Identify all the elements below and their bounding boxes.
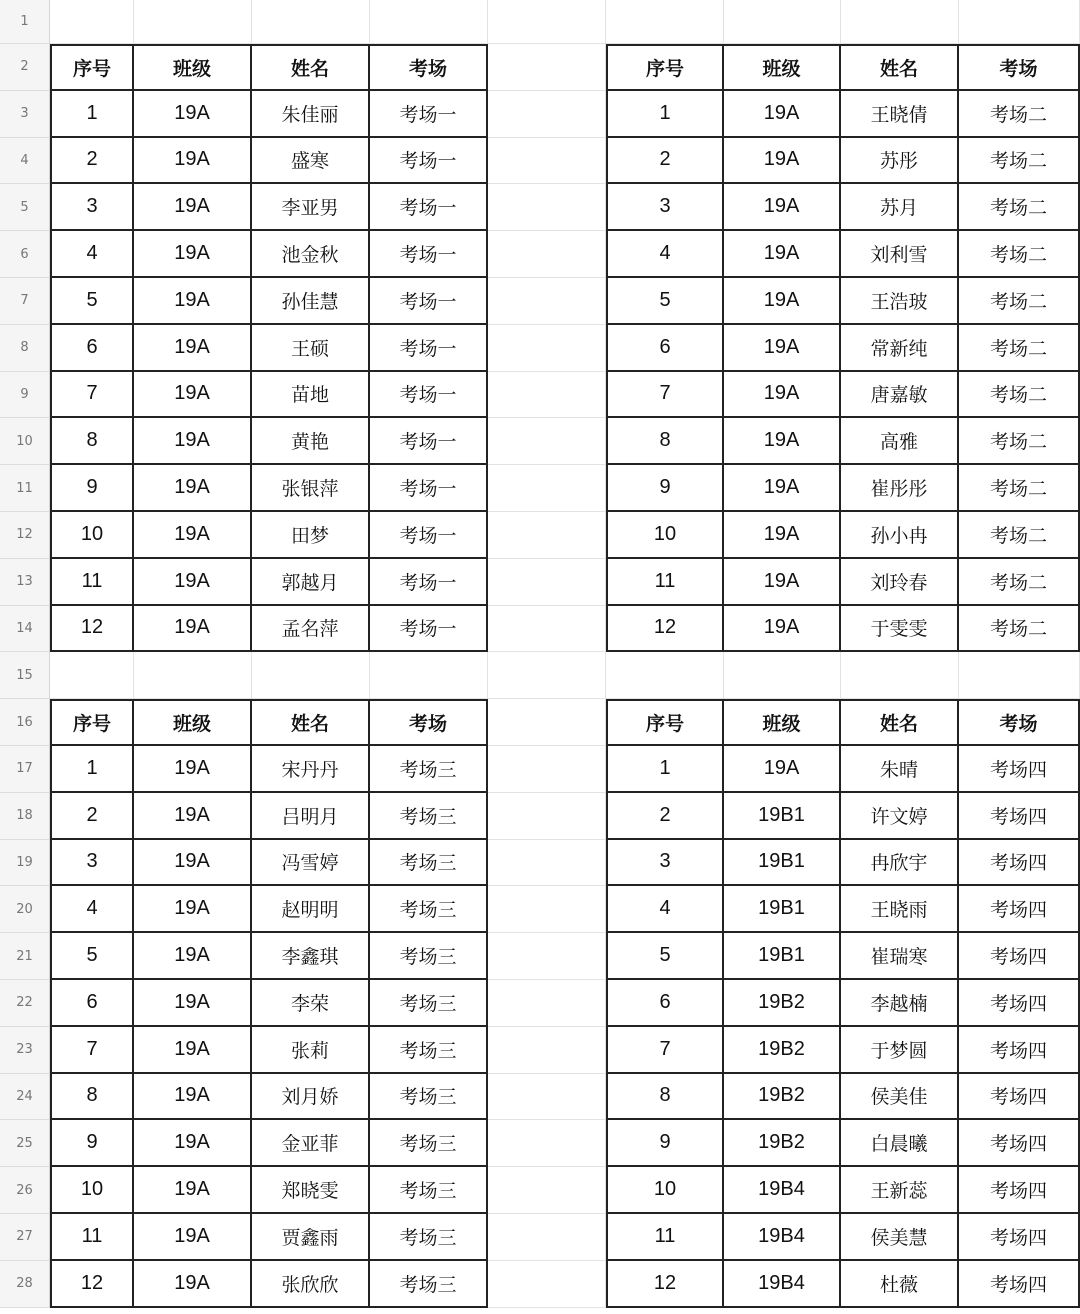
column-header-class[interactable]: 班级 [724, 44, 841, 91]
empty-cell[interactable] [488, 793, 606, 840]
column-header-index[interactable]: 序号 [50, 44, 134, 91]
empty-cell[interactable] [488, 1027, 606, 1074]
row-header[interactable]: 24 [0, 1074, 50, 1121]
cell-index[interactable]: 10 [606, 1167, 724, 1214]
cell-name[interactable]: 苏月 [841, 184, 959, 231]
cell-class[interactable]: 19B2 [724, 1027, 841, 1074]
cell-class[interactable]: 19A [134, 465, 252, 512]
cell-room[interactable]: 考场三 [370, 1120, 488, 1167]
cell-index[interactable]: 2 [606, 138, 724, 185]
cell-room[interactable]: 考场三 [370, 1261, 488, 1308]
empty-cell[interactable] [488, 418, 606, 465]
cell-class[interactable]: 19A [134, 512, 252, 559]
cell-name[interactable]: 郭越月 [252, 559, 370, 606]
cell-room[interactable]: 考场一 [370, 325, 488, 372]
cell-class[interactable]: 19A [134, 606, 252, 653]
cell-room[interactable]: 考场四 [959, 1214, 1080, 1261]
row-header[interactable]: 1 [0, 0, 50, 44]
empty-cell[interactable] [488, 746, 606, 793]
cell-class[interactable]: 19A [724, 606, 841, 653]
cell-index[interactable]: 9 [606, 1120, 724, 1167]
cell-room[interactable]: 考场一 [370, 372, 488, 419]
cell-room[interactable]: 考场二 [959, 91, 1080, 138]
cell-class[interactable]: 19A [724, 91, 841, 138]
cell-room[interactable]: 考场二 [959, 231, 1080, 278]
cell-room[interactable]: 考场一 [370, 512, 488, 559]
cell-room[interactable]: 考场二 [959, 278, 1080, 325]
cell-class[interactable]: 19A [724, 512, 841, 559]
cell-class[interactable]: 19A [134, 933, 252, 980]
row-header[interactable]: 22 [0, 980, 50, 1027]
cell-name[interactable]: 刘利雪 [841, 231, 959, 278]
cell-index[interactable]: 1 [606, 91, 724, 138]
cell-class[interactable]: 19B2 [724, 980, 841, 1027]
cell-class[interactable]: 19A [134, 1120, 252, 1167]
cell-room[interactable]: 考场四 [959, 840, 1080, 887]
row-header[interactable]: 20 [0, 886, 50, 933]
column-header-name[interactable]: 姓名 [252, 699, 370, 746]
cell-class[interactable]: 19B2 [724, 1074, 841, 1121]
cell-name[interactable]: 张银萍 [252, 465, 370, 512]
cell-class[interactable]: 19A [134, 231, 252, 278]
cell-room[interactable]: 考场四 [959, 746, 1080, 793]
row-header[interactable]: 19 [0, 840, 50, 887]
empty-cell[interactable] [488, 231, 606, 278]
row-header[interactable]: 16 [0, 699, 50, 746]
row-header[interactable]: 5 [0, 184, 50, 231]
cell-index[interactable]: 3 [606, 840, 724, 887]
cell-class[interactable]: 19A [134, 1214, 252, 1261]
empty-cell[interactable] [488, 699, 606, 746]
column-header-name[interactable]: 姓名 [841, 699, 959, 746]
cell-class[interactable]: 19A [134, 418, 252, 465]
cell-room[interactable]: 考场三 [370, 1027, 488, 1074]
empty-cell[interactable] [488, 1120, 606, 1167]
cell-room[interactable]: 考场四 [959, 980, 1080, 1027]
cell-index[interactable]: 5 [50, 278, 134, 325]
row-header[interactable]: 23 [0, 1027, 50, 1074]
cell-class[interactable]: 19B1 [724, 886, 841, 933]
empty-cell[interactable] [50, 652, 134, 699]
cell-index[interactable]: 10 [50, 512, 134, 559]
cell-room[interactable]: 考场三 [370, 1074, 488, 1121]
cell-room[interactable]: 考场一 [370, 231, 488, 278]
cell-class[interactable]: 19A [134, 1027, 252, 1074]
cell-room[interactable]: 考场一 [370, 278, 488, 325]
cell-class[interactable]: 19A [134, 325, 252, 372]
cell-name[interactable]: 白晨曦 [841, 1120, 959, 1167]
cell-class[interactable]: 19A [724, 184, 841, 231]
cell-index[interactable]: 11 [50, 1214, 134, 1261]
empty-cell[interactable] [488, 0, 606, 44]
cell-index[interactable]: 8 [606, 1074, 724, 1121]
cell-name[interactable]: 池金秋 [252, 231, 370, 278]
cell-class[interactable]: 19A [134, 793, 252, 840]
cell-name[interactable]: 冉欣宇 [841, 840, 959, 887]
row-header[interactable]: 14 [0, 606, 50, 653]
empty-cell[interactable] [488, 652, 606, 699]
cell-room[interactable]: 考场三 [370, 933, 488, 980]
column-header-index[interactable]: 序号 [606, 44, 724, 91]
cell-index[interactable]: 4 [50, 886, 134, 933]
cell-class[interactable]: 19A [134, 1074, 252, 1121]
cell-room[interactable]: 考场四 [959, 886, 1080, 933]
cell-index[interactable]: 12 [606, 1261, 724, 1308]
cell-class[interactable]: 19A [724, 372, 841, 419]
cell-index[interactable]: 2 [50, 138, 134, 185]
empty-cell[interactable] [252, 652, 370, 699]
row-header[interactable]: 10 [0, 418, 50, 465]
cell-room[interactable]: 考场二 [959, 138, 1080, 185]
cell-name[interactable]: 李荣 [252, 980, 370, 1027]
cell-room[interactable]: 考场二 [959, 325, 1080, 372]
column-header-class[interactable]: 班级 [724, 699, 841, 746]
row-header[interactable]: 27 [0, 1214, 50, 1261]
column-header-room[interactable]: 考场 [959, 699, 1080, 746]
cell-name[interactable]: 金亚菲 [252, 1120, 370, 1167]
cell-index[interactable]: 5 [606, 933, 724, 980]
cell-name[interactable]: 唐嘉敏 [841, 372, 959, 419]
cell-index[interactable]: 3 [606, 184, 724, 231]
row-header[interactable]: 28 [0, 1261, 50, 1308]
cell-class[interactable]: 19A [724, 418, 841, 465]
cell-name[interactable]: 孟名萍 [252, 606, 370, 653]
cell-index[interactable]: 10 [606, 512, 724, 559]
cell-index[interactable]: 1 [50, 91, 134, 138]
cell-index[interactable]: 12 [50, 606, 134, 653]
row-header[interactable]: 26 [0, 1167, 50, 1214]
cell-name[interactable]: 王晓倩 [841, 91, 959, 138]
cell-index[interactable]: 12 [50, 1261, 134, 1308]
empty-cell[interactable] [488, 325, 606, 372]
column-header-name[interactable]: 姓名 [841, 44, 959, 91]
row-header[interactable]: 4 [0, 138, 50, 185]
cell-name[interactable]: 高雅 [841, 418, 959, 465]
cell-index[interactable]: 6 [50, 325, 134, 372]
empty-cell[interactable] [50, 0, 134, 44]
empty-cell[interactable] [959, 652, 1080, 699]
empty-cell[interactable] [252, 0, 370, 44]
cell-room[interactable]: 考场三 [370, 886, 488, 933]
cell-name[interactable]: 刘月娇 [252, 1074, 370, 1121]
cell-name[interactable]: 朱佳丽 [252, 91, 370, 138]
empty-cell[interactable] [724, 0, 841, 44]
row-header[interactable]: 18 [0, 793, 50, 840]
cell-room[interactable]: 考场三 [370, 980, 488, 1027]
cell-index[interactable]: 7 [50, 372, 134, 419]
row-header[interactable]: 12 [0, 512, 50, 559]
cell-class[interactable]: 19A [134, 840, 252, 887]
cell-class[interactable]: 19A [134, 980, 252, 1027]
cell-index[interactable]: 12 [606, 606, 724, 653]
column-header-room[interactable]: 考场 [370, 699, 488, 746]
empty-cell[interactable] [488, 91, 606, 138]
cell-name[interactable]: 侯美慧 [841, 1214, 959, 1261]
cell-room[interactable]: 考场三 [370, 1167, 488, 1214]
cell-room[interactable]: 考场四 [959, 793, 1080, 840]
cell-name[interactable]: 刘玲春 [841, 559, 959, 606]
empty-cell[interactable] [488, 1167, 606, 1214]
empty-cell[interactable] [488, 44, 606, 91]
cell-name[interactable]: 王晓雨 [841, 886, 959, 933]
column-header-name[interactable]: 姓名 [252, 44, 370, 91]
cell-room[interactable]: 考场一 [370, 138, 488, 185]
cell-index[interactable]: 4 [606, 231, 724, 278]
cell-name[interactable]: 杜薇 [841, 1261, 959, 1308]
cell-room[interactable]: 考场二 [959, 418, 1080, 465]
cell-index[interactable]: 10 [50, 1167, 134, 1214]
cell-class[interactable]: 19A [134, 372, 252, 419]
cell-room[interactable]: 考场三 [370, 1214, 488, 1261]
cell-name[interactable]: 崔瑞寒 [841, 933, 959, 980]
cell-index[interactable]: 11 [606, 1214, 724, 1261]
cell-name[interactable]: 张欣欣 [252, 1261, 370, 1308]
cell-name[interactable]: 冯雪婷 [252, 840, 370, 887]
cell-index[interactable]: 4 [50, 231, 134, 278]
empty-cell[interactable] [134, 0, 252, 44]
cell-index[interactable]: 9 [50, 1120, 134, 1167]
empty-cell[interactable] [606, 0, 724, 44]
cell-room[interactable]: 考场二 [959, 465, 1080, 512]
cell-class[interactable]: 19A [724, 138, 841, 185]
cell-index[interactable]: 2 [606, 793, 724, 840]
cell-name[interactable]: 孙佳慧 [252, 278, 370, 325]
cell-name[interactable]: 孙小冉 [841, 512, 959, 559]
cell-index[interactable]: 3 [50, 184, 134, 231]
empty-cell[interactable] [488, 1261, 606, 1308]
cell-class[interactable]: 19A [134, 886, 252, 933]
cell-class[interactable]: 19A [724, 465, 841, 512]
cell-room[interactable]: 考场二 [959, 184, 1080, 231]
cell-class[interactable]: 19B4 [724, 1214, 841, 1261]
cell-name[interactable]: 赵明明 [252, 886, 370, 933]
cell-name[interactable]: 苗地 [252, 372, 370, 419]
cell-class[interactable]: 19A [724, 231, 841, 278]
cell-class[interactable]: 19B1 [724, 793, 841, 840]
cell-name[interactable]: 常新纯 [841, 325, 959, 372]
cell-room[interactable]: 考场四 [959, 1074, 1080, 1121]
cell-room[interactable]: 考场一 [370, 559, 488, 606]
empty-cell[interactable] [370, 652, 488, 699]
cell-index[interactable]: 11 [50, 559, 134, 606]
cell-index[interactable]: 8 [606, 418, 724, 465]
column-header-room[interactable]: 考场 [370, 44, 488, 91]
empty-cell[interactable] [370, 0, 488, 44]
cell-index[interactable]: 6 [606, 325, 724, 372]
cell-class[interactable]: 19A [134, 278, 252, 325]
cell-index[interactable]: 2 [50, 793, 134, 840]
empty-cell[interactable] [488, 933, 606, 980]
empty-cell[interactable] [606, 652, 724, 699]
cell-class[interactable]: 19A [134, 1261, 252, 1308]
cell-name[interactable]: 崔彤彤 [841, 465, 959, 512]
empty-cell[interactable] [488, 1214, 606, 1261]
cell-index[interactable]: 5 [50, 933, 134, 980]
column-header-room[interactable]: 考场 [959, 44, 1080, 91]
cell-index[interactable]: 5 [606, 278, 724, 325]
row-header[interactable]: 21 [0, 933, 50, 980]
cell-class[interactable]: 19A [724, 325, 841, 372]
cell-class[interactable]: 19A [134, 138, 252, 185]
cell-index[interactable]: 4 [606, 886, 724, 933]
cell-name[interactable]: 李亚男 [252, 184, 370, 231]
cell-room[interactable]: 考场四 [959, 1261, 1080, 1308]
cell-room[interactable]: 考场二 [959, 606, 1080, 653]
cell-room[interactable]: 考场三 [370, 793, 488, 840]
cell-name[interactable]: 吕明月 [252, 793, 370, 840]
cell-name[interactable]: 于雯雯 [841, 606, 959, 653]
cell-index[interactable]: 9 [50, 465, 134, 512]
empty-cell[interactable] [488, 512, 606, 559]
cell-room[interactable]: 考场一 [370, 606, 488, 653]
cell-index[interactable]: 7 [606, 372, 724, 419]
cell-name[interactable]: 朱晴 [841, 746, 959, 793]
row-header[interactable]: 2 [0, 44, 50, 91]
cell-room[interactable]: 考场二 [959, 559, 1080, 606]
row-header[interactable]: 6 [0, 231, 50, 278]
cell-class[interactable]: 19B4 [724, 1167, 841, 1214]
column-header-class[interactable]: 班级 [134, 699, 252, 746]
cell-name[interactable]: 李越楠 [841, 980, 959, 1027]
row-header[interactable]: 13 [0, 559, 50, 606]
cell-class[interactable]: 19A [724, 746, 841, 793]
cell-name[interactable]: 李鑫琪 [252, 933, 370, 980]
cell-room[interactable]: 考场二 [959, 512, 1080, 559]
cell-name[interactable]: 王新蕊 [841, 1167, 959, 1214]
cell-room[interactable]: 考场一 [370, 465, 488, 512]
cell-index[interactable]: 1 [606, 746, 724, 793]
cell-class[interactable]: 19A [724, 278, 841, 325]
empty-cell[interactable] [488, 606, 606, 653]
cell-name[interactable]: 贾鑫雨 [252, 1214, 370, 1261]
cell-index[interactable]: 7 [50, 1027, 134, 1074]
empty-cell[interactable] [488, 886, 606, 933]
cell-index[interactable]: 3 [50, 840, 134, 887]
cell-class[interactable]: 19A [134, 184, 252, 231]
cell-class[interactable]: 19B1 [724, 933, 841, 980]
cell-room[interactable]: 考场一 [370, 91, 488, 138]
cell-name[interactable]: 侯美佳 [841, 1074, 959, 1121]
cell-room[interactable]: 考场四 [959, 1120, 1080, 1167]
empty-cell[interactable] [488, 465, 606, 512]
empty-cell[interactable] [488, 184, 606, 231]
column-header-class[interactable]: 班级 [134, 44, 252, 91]
cell-name[interactable]: 郑晓雯 [252, 1167, 370, 1214]
empty-cell[interactable] [488, 559, 606, 606]
cell-room[interactable]: 考场三 [370, 840, 488, 887]
empty-cell[interactable] [724, 652, 841, 699]
cell-name[interactable]: 于梦圆 [841, 1027, 959, 1074]
empty-cell[interactable] [959, 0, 1080, 44]
cell-room[interactable]: 考场四 [959, 1167, 1080, 1214]
cell-class[interactable]: 19B4 [724, 1261, 841, 1308]
empty-cell[interactable] [841, 0, 959, 44]
cell-name[interactable]: 盛寒 [252, 138, 370, 185]
cell-index[interactable]: 11 [606, 559, 724, 606]
cell-index[interactable]: 6 [50, 980, 134, 1027]
row-header[interactable]: 15 [0, 652, 50, 699]
cell-class[interactable]: 19A [134, 91, 252, 138]
cell-index[interactable]: 8 [50, 1074, 134, 1121]
cell-room[interactable]: 考场三 [370, 746, 488, 793]
row-header[interactable]: 17 [0, 746, 50, 793]
row-header[interactable]: 25 [0, 1120, 50, 1167]
cell-class[interactable]: 19A [134, 559, 252, 606]
empty-cell[interactable] [134, 652, 252, 699]
cell-class[interactable]: 19A [134, 746, 252, 793]
cell-index[interactable]: 6 [606, 980, 724, 1027]
empty-cell[interactable] [841, 652, 959, 699]
cell-index[interactable]: 9 [606, 465, 724, 512]
cell-class[interactable]: 19A [724, 559, 841, 606]
empty-cell[interactable] [488, 372, 606, 419]
cell-room[interactable]: 考场二 [959, 372, 1080, 419]
cell-index[interactable]: 7 [606, 1027, 724, 1074]
column-header-index[interactable]: 序号 [606, 699, 724, 746]
cell-name[interactable]: 许文婷 [841, 793, 959, 840]
empty-cell[interactable] [488, 138, 606, 185]
row-header[interactable]: 9 [0, 372, 50, 419]
cell-class[interactable]: 19B1 [724, 840, 841, 887]
column-header-index[interactable]: 序号 [50, 699, 134, 746]
cell-class[interactable]: 19A [134, 1167, 252, 1214]
cell-class[interactable]: 19B2 [724, 1120, 841, 1167]
row-header[interactable]: 7 [0, 278, 50, 325]
cell-room[interactable]: 考场一 [370, 418, 488, 465]
cell-name[interactable]: 王浩玻 [841, 278, 959, 325]
cell-room[interactable]: 考场一 [370, 184, 488, 231]
row-header[interactable]: 8 [0, 325, 50, 372]
empty-cell[interactable] [488, 840, 606, 887]
cell-name[interactable]: 张莉 [252, 1027, 370, 1074]
cell-name[interactable]: 王硕 [252, 325, 370, 372]
cell-name[interactable]: 宋丹丹 [252, 746, 370, 793]
empty-cell[interactable] [488, 1074, 606, 1121]
row-header[interactable]: 11 [0, 465, 50, 512]
cell-name[interactable]: 黄艳 [252, 418, 370, 465]
row-header[interactable]: 3 [0, 91, 50, 138]
cell-room[interactable]: 考场四 [959, 933, 1080, 980]
cell-index[interactable]: 1 [50, 746, 134, 793]
cell-index[interactable]: 8 [50, 418, 134, 465]
cell-room[interactable]: 考场四 [959, 1027, 1080, 1074]
cell-name[interactable]: 田梦 [252, 512, 370, 559]
cell-name[interactable]: 苏彤 [841, 138, 959, 185]
empty-cell[interactable] [488, 980, 606, 1027]
empty-cell[interactable] [488, 278, 606, 325]
